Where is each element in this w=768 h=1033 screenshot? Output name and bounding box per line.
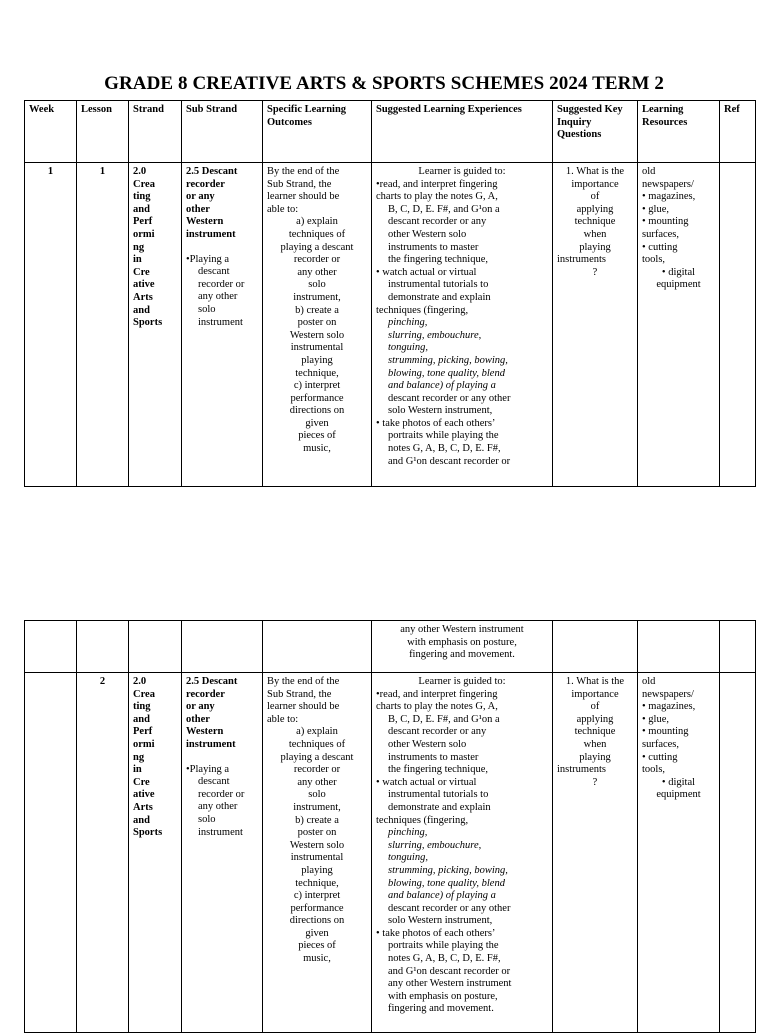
week-cell: [25, 673, 77, 1033]
text-line: descant recorder or any: [388, 216, 487, 228]
text-line: • glue,: [642, 713, 670, 725]
text-line: charts to play the notes G, A,: [376, 701, 498, 713]
text-line: ng: [133, 241, 145, 253]
text-line: in: [133, 254, 142, 266]
text-line: solo: [308, 279, 326, 291]
sub-strand-cell: [182, 673, 263, 1033]
text-line: or any: [186, 191, 215, 203]
text-line: instrumental tutorials to: [388, 279, 489, 291]
table-row-lesson-1: [25, 163, 756, 487]
text-line: tools,: [642, 764, 666, 776]
text-line: solo: [198, 303, 216, 315]
text-line: and: [133, 203, 150, 215]
text-line: pinching,: [388, 317, 428, 329]
text-line: music,: [303, 953, 331, 965]
text-line: blowing, tone quality, blend: [388, 367, 505, 379]
text-line: recorder: [186, 178, 225, 190]
text-line: playing a descant: [280, 751, 354, 763]
text-line: playing: [301, 864, 333, 876]
text-line: pinching,: [388, 827, 428, 839]
text-line: ng: [133, 751, 145, 763]
week-cell: 1: [25, 163, 77, 487]
text-line: techniques of: [288, 738, 346, 750]
scheme-table-page-continued: [24, 620, 756, 1033]
text-line: • digital: [661, 266, 696, 278]
text-line: and balance) of playing a: [388, 890, 496, 902]
text-line: music,: [303, 443, 331, 455]
text-line: b) create a: [295, 814, 339, 826]
text-line: By the end of the: [267, 166, 340, 177]
text-line: slurring, embouchure,: [388, 839, 482, 851]
text-line: • watch actual or virtual: [376, 776, 477, 788]
text-line: and G¹on descant recorder or: [388, 455, 511, 467]
text-line: instrumental: [290, 342, 344, 354]
text-line: descant: [198, 776, 230, 788]
text-line: instrument,: [293, 801, 341, 813]
text-line: any other Western instrument: [400, 624, 524, 635]
text-line: of: [590, 191, 600, 203]
text-line: old: [642, 166, 656, 177]
text-line: • cutting: [642, 241, 678, 253]
text-line: other: [186, 713, 210, 725]
empty-cell: [263, 621, 372, 673]
text-line: instrumental: [290, 852, 344, 864]
empty-cell: [129, 621, 182, 673]
lesson-cell: 1: [77, 163, 129, 487]
header-strand: Strand: [129, 101, 182, 163]
text-line: technique: [574, 216, 616, 228]
text-line: and balance) of playing a: [388, 380, 496, 392]
text-line: technique,: [295, 367, 339, 379]
text-line: instrumental tutorials to: [388, 789, 489, 801]
text-line: and: [133, 713, 150, 725]
text-line: B, C, D, E. F#, and G¹on a: [388, 203, 500, 215]
text-line: solo Western instrument,: [388, 405, 493, 417]
text-line: demonstrate and explain: [388, 291, 491, 303]
text-line: strumming, picking, bowing,: [388, 864, 508, 876]
text-line: 2.0: [133, 166, 147, 177]
text-line: instruments to master: [388, 751, 479, 763]
text-line: technique,: [295, 877, 339, 889]
header-inquiry: Suggested Key Inquiry Questions: [553, 101, 638, 163]
text-line: performance: [290, 902, 344, 914]
text-line: slurring, embouchure,: [388, 329, 482, 341]
text-line: 2.5 Descant: [186, 676, 238, 687]
header-experiences: Suggested Learning Experiences: [372, 101, 553, 163]
text-line: instrument: [198, 316, 243, 328]
text-line: or any: [186, 701, 215, 713]
text-line: notes G, A, B, C, D, E. F#,: [388, 953, 501, 965]
text-line: fingering and movement.: [388, 1003, 494, 1015]
header-week: Week: [25, 101, 77, 163]
text-line: recorder or: [293, 764, 341, 776]
text-line: newspapers/: [642, 178, 694, 190]
empty-cell: [182, 621, 263, 673]
text-line: importance: [571, 178, 619, 190]
text-line: Perf: [133, 726, 153, 738]
text-line: and: [133, 814, 150, 826]
text-line: the fingering technique,: [388, 764, 489, 776]
text-line: instrument: [186, 738, 236, 750]
header-outcomes: Specific Learning Outcomes: [263, 101, 372, 163]
text-line: descant recorder or any other: [388, 902, 511, 914]
text-line: instrument,: [293, 291, 341, 303]
text-line: instruments: [557, 764, 606, 776]
header-ref: Ref: [720, 101, 756, 163]
text-line: instrument: [198, 826, 243, 838]
text-line: the fingering technique,: [388, 254, 489, 266]
text-line: c) interpret: [293, 380, 341, 392]
text-line: tonguing,: [388, 852, 428, 864]
text-line: any other: [198, 291, 238, 303]
text-line: recorder or: [293, 254, 341, 266]
text-line: descant recorder or any other: [388, 392, 511, 404]
text-line: playing: [579, 241, 611, 253]
text-line: technique: [574, 726, 616, 738]
text-line: playing: [301, 354, 333, 366]
text-line: strumming, picking, bowing,: [388, 354, 508, 366]
text-line: equipment: [656, 789, 701, 801]
text-line: tonguing,: [388, 342, 428, 354]
text-line: • watch actual or virtual: [376, 266, 477, 278]
text-line: learner should be: [267, 191, 340, 203]
text-line: Learner is guided to:: [418, 676, 506, 687]
text-line: applying: [576, 713, 614, 725]
text-line: ormi: [133, 738, 155, 750]
text-line: blowing, tone quality, blend: [388, 877, 505, 889]
text-line: Learner is guided to:: [418, 166, 506, 177]
text-line: instruments: [557, 254, 606, 266]
text-line: and: [133, 304, 150, 316]
strand-cell: [129, 673, 182, 1033]
text-line: given: [305, 417, 329, 429]
text-line: playing: [579, 751, 611, 763]
text-line: ormi: [133, 228, 155, 240]
strand-cell: [129, 163, 182, 487]
text-line: portraits while playing the: [388, 940, 499, 952]
text-line: Sports: [133, 827, 163, 839]
text-line: ting: [133, 701, 151, 713]
text-line: • take photos of each others’: [376, 417, 496, 429]
header-lesson: Lesson: [77, 101, 129, 163]
text-line: with emphasis on posture,: [407, 636, 517, 648]
experiences-cell: [372, 163, 553, 487]
text-line: Sub Strand, the: [267, 688, 332, 700]
text-line: •read, and interpret fingering: [376, 178, 498, 190]
text-line: applying: [576, 203, 614, 215]
text-line: importance: [571, 688, 619, 700]
text-line: any other: [297, 776, 337, 788]
lesson-cell: 2: [77, 673, 129, 1033]
text-line: 2.0: [133, 676, 147, 687]
text-line: • digital: [661, 776, 696, 788]
text-line: 2.5 Descant: [186, 166, 238, 177]
text-line: techniques (fingering,: [376, 304, 469, 316]
text-line: • cutting: [642, 751, 678, 763]
outcomes-cell: [263, 673, 372, 1033]
text-line: poster on: [297, 317, 337, 329]
text-line: techniques (fingering,: [376, 814, 469, 826]
text-line: demonstrate and explain: [388, 801, 491, 813]
experiences-cell: [372, 673, 553, 1033]
text-line: Sub Strand, the: [267, 178, 332, 190]
inquiry-cell: [553, 673, 638, 1033]
text-line: instruments to master: [388, 241, 479, 253]
text-line: Perf: [133, 216, 153, 228]
text-line: ative: [133, 279, 155, 291]
text-line: descant recorder or any: [388, 726, 487, 738]
text-line: old: [642, 676, 656, 687]
text-line: any other: [198, 801, 238, 813]
text-line: • mounting: [642, 216, 689, 228]
text-line: Cre: [133, 776, 150, 788]
empty-cell: [638, 621, 720, 673]
text-line: any other Western instrument: [388, 978, 512, 990]
text-line: surfaces,: [642, 228, 680, 240]
empty-cell: [720, 621, 756, 673]
text-line: and G¹on descant recorder or: [388, 965, 511, 977]
text-line: directions on: [289, 915, 345, 927]
text-line: Crea: [133, 688, 155, 700]
text-line: able to:: [267, 203, 299, 215]
empty-cell: [77, 621, 129, 673]
text-line: a) explain: [296, 216, 338, 228]
ref-cell: [720, 163, 756, 487]
text-line: Western: [186, 216, 224, 228]
text-line: Western solo: [289, 329, 345, 341]
text-line: ative: [133, 789, 155, 801]
text-line: Crea: [133, 178, 155, 190]
empty-cell: [553, 621, 638, 673]
text-line: • glue,: [642, 203, 670, 215]
text-line: charts to play the notes G, A,: [376, 191, 498, 203]
text-line: learner should be: [267, 701, 340, 713]
text-line: c) interpret: [293, 890, 341, 902]
ref-cell: [720, 673, 756, 1033]
header-row: [25, 101, 756, 163]
text-line: •Playing a: [186, 253, 230, 265]
text-line: other Western solo: [388, 738, 467, 750]
experiences-continuation-cell: [372, 621, 553, 673]
outcomes-cell: [263, 163, 372, 487]
text-line: By the end of the: [267, 676, 340, 687]
text-line: b) create a: [295, 304, 339, 316]
text-line: recorder: [186, 688, 225, 700]
text-line: when: [583, 738, 607, 750]
text-line: Arts: [133, 291, 153, 303]
text-line: directions on: [289, 405, 345, 417]
text-line: able to:: [267, 713, 299, 725]
text-line: fingering and movement.: [409, 649, 515, 661]
text-line: • take photos of each others’: [376, 927, 496, 939]
text-line: given: [305, 927, 329, 939]
table-row-continuation: [25, 621, 756, 673]
text-line: • mounting: [642, 726, 689, 738]
text-line: 1. What is the: [565, 676, 625, 687]
text-line: pieces of: [298, 940, 336, 952]
header-resources: Learning Resources: [638, 101, 720, 163]
text-line: of: [590, 701, 600, 713]
sub-strand-cell: [182, 163, 263, 487]
text-line: surfaces,: [642, 738, 680, 750]
text-line: techniques of: [288, 228, 346, 240]
text-line: any other: [297, 266, 337, 278]
text-line: solo Western instrument,: [388, 915, 493, 927]
text-line: ?: [592, 266, 598, 278]
table-row-lesson-2: [25, 673, 756, 1033]
text-line: instrument: [186, 228, 236, 240]
text-line: pieces of: [298, 430, 336, 442]
text-line: playing a descant: [280, 241, 354, 253]
header-sub-strand: Sub Strand: [182, 101, 263, 163]
text-line: •Playing a: [186, 763, 230, 775]
text-line: portraits while playing the: [388, 430, 499, 442]
text-line: when: [583, 228, 607, 240]
text-line: Western solo: [289, 839, 345, 851]
text-line: Cre: [133, 266, 150, 278]
text-line: newspapers/: [642, 688, 694, 700]
text-line: descant: [198, 266, 230, 278]
resources-cell: [638, 673, 720, 1033]
document-title: GRADE 8 CREATIVE ARTS & SPORTS SCHEMES 2024 TERM 2: [104, 73, 664, 94]
text-line: • magazines,: [642, 191, 696, 203]
text-line: Arts: [133, 801, 153, 813]
text-line: other: [186, 203, 210, 215]
text-line: poster on: [297, 827, 337, 839]
scheme-table-page-top: [24, 100, 756, 487]
text-line: performance: [290, 392, 344, 404]
text-line: a) explain: [296, 726, 338, 738]
text-line: Sports: [133, 317, 163, 329]
resources-cell: [638, 163, 720, 487]
text-line: •read, and interpret fingering: [376, 688, 498, 700]
text-line: notes G, A, B, C, D, E. F#,: [388, 443, 501, 455]
text-line: ting: [133, 191, 151, 203]
text-line: in: [133, 764, 142, 776]
text-line: tools,: [642, 254, 666, 266]
text-line: other Western solo: [388, 228, 467, 240]
text-line: 1. What is the: [565, 166, 625, 177]
text-line: Western: [186, 726, 224, 738]
text-line: recorder or: [198, 278, 245, 290]
text-line: B, C, D, E. F#, and G¹on a: [388, 713, 500, 725]
text-line: solo: [198, 813, 216, 825]
text-line: equipment: [656, 279, 701, 291]
inquiry-cell: [553, 163, 638, 487]
empty-cell: [25, 621, 77, 673]
text-line: with emphasis on posture,: [388, 990, 498, 1002]
text-line: solo: [308, 789, 326, 801]
text-line: • magazines,: [642, 701, 696, 713]
text-line: ?: [592, 776, 598, 788]
text-line: recorder or: [198, 788, 245, 800]
